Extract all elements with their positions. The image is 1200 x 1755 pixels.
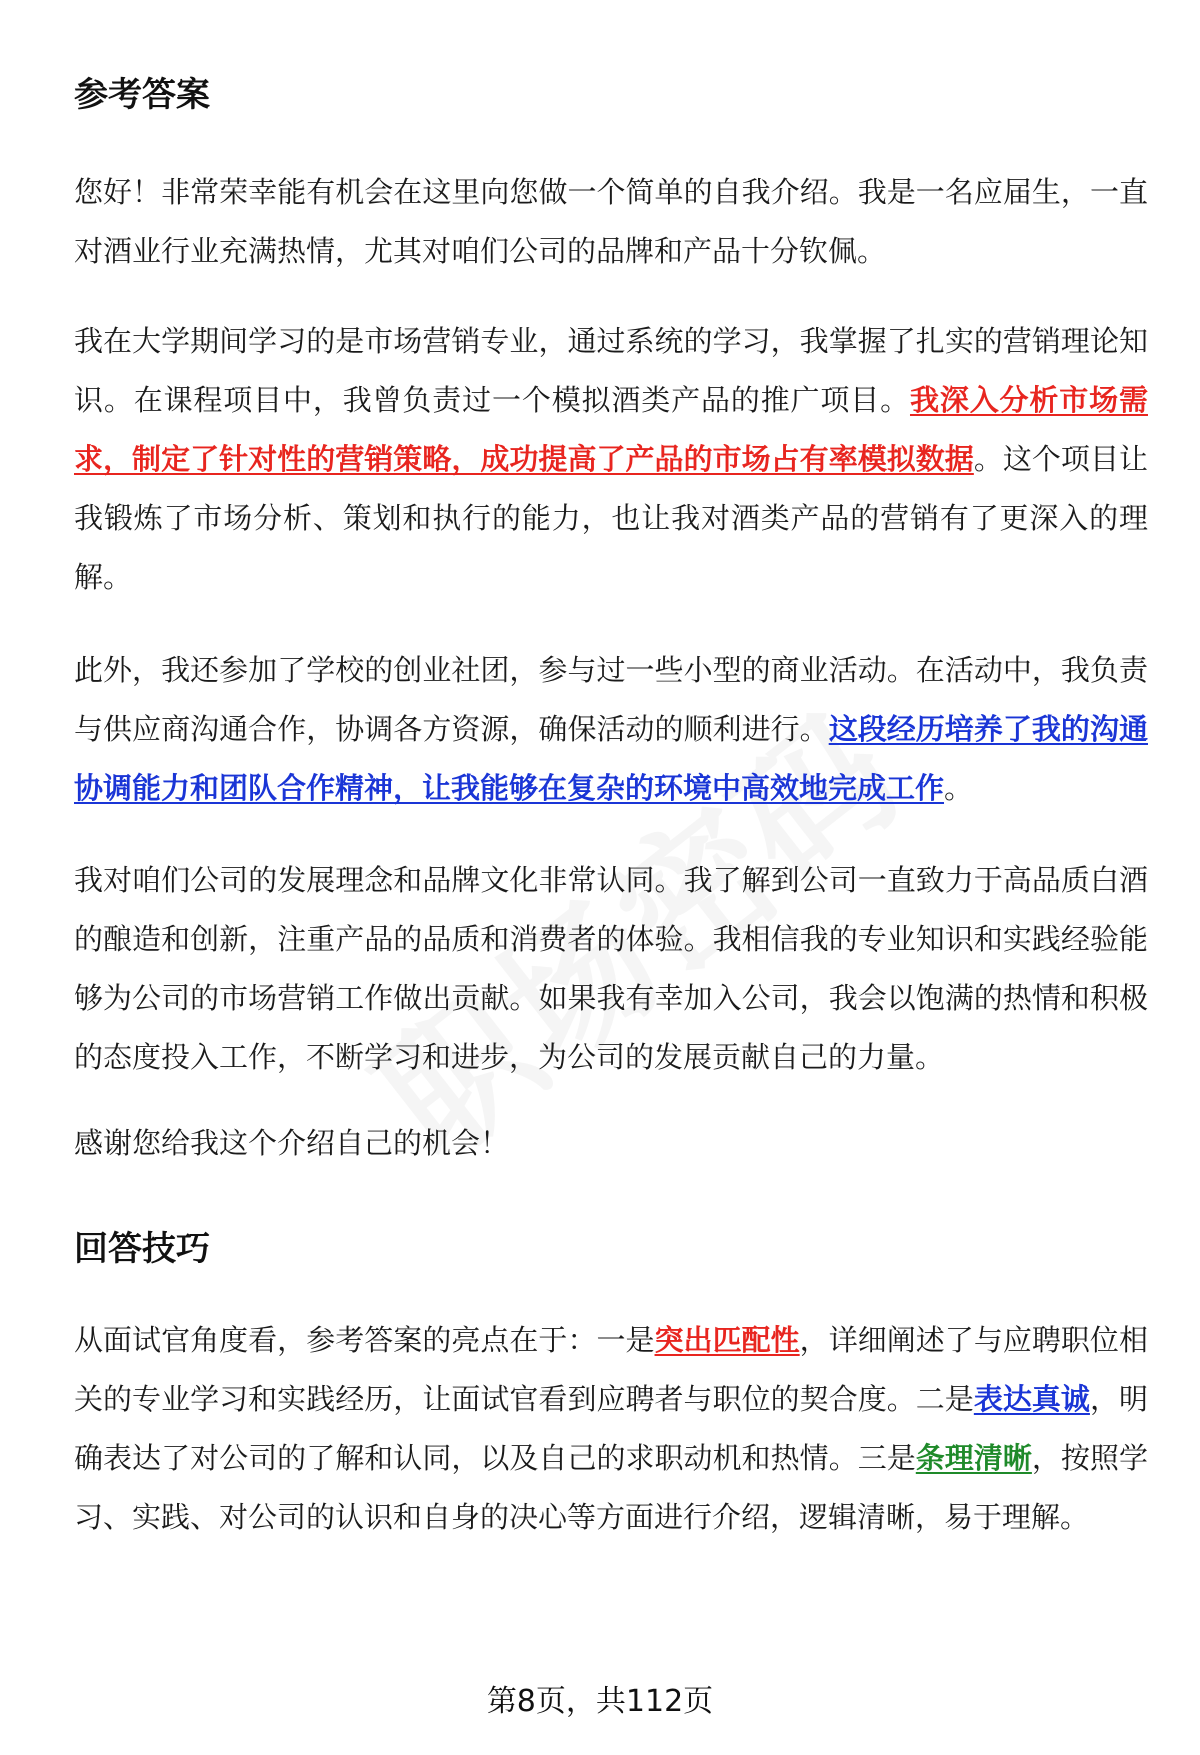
answer-paragraph-3 — [74, 641, 1148, 818]
answer-p2-text-b: 。这个项目让我锻炼了市场分析、策划和执行的能力，也让我对酒类产品的营销有了更深入的理解。 — [74, 442, 1148, 594]
tips-highlight-match: 突出匹配性 — [654, 1323, 800, 1357]
answer-p3-highlight: 这段经历培养了我的沟通协调能力和团队合作精神，让我能够在复杂的环境中高效地完成工作 — [74, 712, 1148, 805]
answer-p3-text-a: 此外，我还参加了学校的创业社团，参与过一些小型的商业活动。在活动中，我负责与供应商沟通合作，协调各方资源，确保活动的顺利进行。 — [74, 653, 1148, 746]
page-number-footer: 第8页，共112页 — [486, 1684, 714, 1719]
answer-p1-text: 您好！非常荣幸能有机会在这里向您做一个简单的自我介绍。我是一名应届生，一直对酒业行业充满热情，尤其对咱们公司的品牌和产品十分钦佩。 — [74, 175, 1148, 268]
answer-paragraph-5 — [74, 1114, 1148, 1173]
answer-p2-highlight: 我深入分析市场需求，制定了针对性的营销策略，成功提高了产品的市场占有率模拟数据 — [74, 383, 1148, 476]
answer-paragraph-2 — [74, 312, 1148, 607]
section-title-answer-tips: 回答技巧 — [74, 1229, 210, 1269]
tips-paragraph — [74, 1311, 1148, 1547]
answer-paragraph-1 — [74, 163, 1148, 281]
tips-highlight-clear: 条理清晰 — [915, 1441, 1032, 1475]
answer-p3-text-b: 。 — [944, 771, 974, 805]
answer-p4-text: 我对咱们公司的发展理念和品牌文化非常认同。我了解到公司一直致力于高品质白酒的酿造和创新，注重产品的品质和消费者的体验。我相信我的专业知识和实践经验能够为公司的市场营销工作做出贡献。如果我有幸加入公司，我会以饱满的热情和积极的态度投入工作，不断学习和进步，为公司的发展贡献自己的力量。 — [74, 863, 1148, 1074]
tips-text-b: ，详细阐述了与应聘职位相关的专业学习和实践经历，让面试官看到应聘者与职位的契合度。二是 — [74, 1323, 1148, 1416]
tips-highlight-sincere: 表达真诚 — [973, 1382, 1090, 1416]
answer-p5-text: 感谢您给我这个介绍自己的机会！ — [74, 1126, 510, 1160]
answer-p2-text-a: 我在大学期间学习的是市场营销专业，通过系统的学习，我掌握了扎实的营销理论知识。在课程项目中，我曾负责过一个模拟酒类产品的推广项目。 — [74, 324, 1148, 417]
tips-text-a: 从面试官角度看，参考答案的亮点在于：一是 — [74, 1323, 655, 1357]
answer-paragraph-4 — [74, 851, 1148, 1087]
tips-text-d: ，按照学习、实践、对公司的认识和自身的决心等方面进行介绍，逻辑清晰，易于理解。 — [74, 1441, 1148, 1534]
section-title-reference-answer: 参考答案 — [74, 75, 210, 115]
tips-text-c: ，明确表达了对公司的了解和认同，以及自己的求职动机和热情。三是 — [74, 1382, 1148, 1475]
